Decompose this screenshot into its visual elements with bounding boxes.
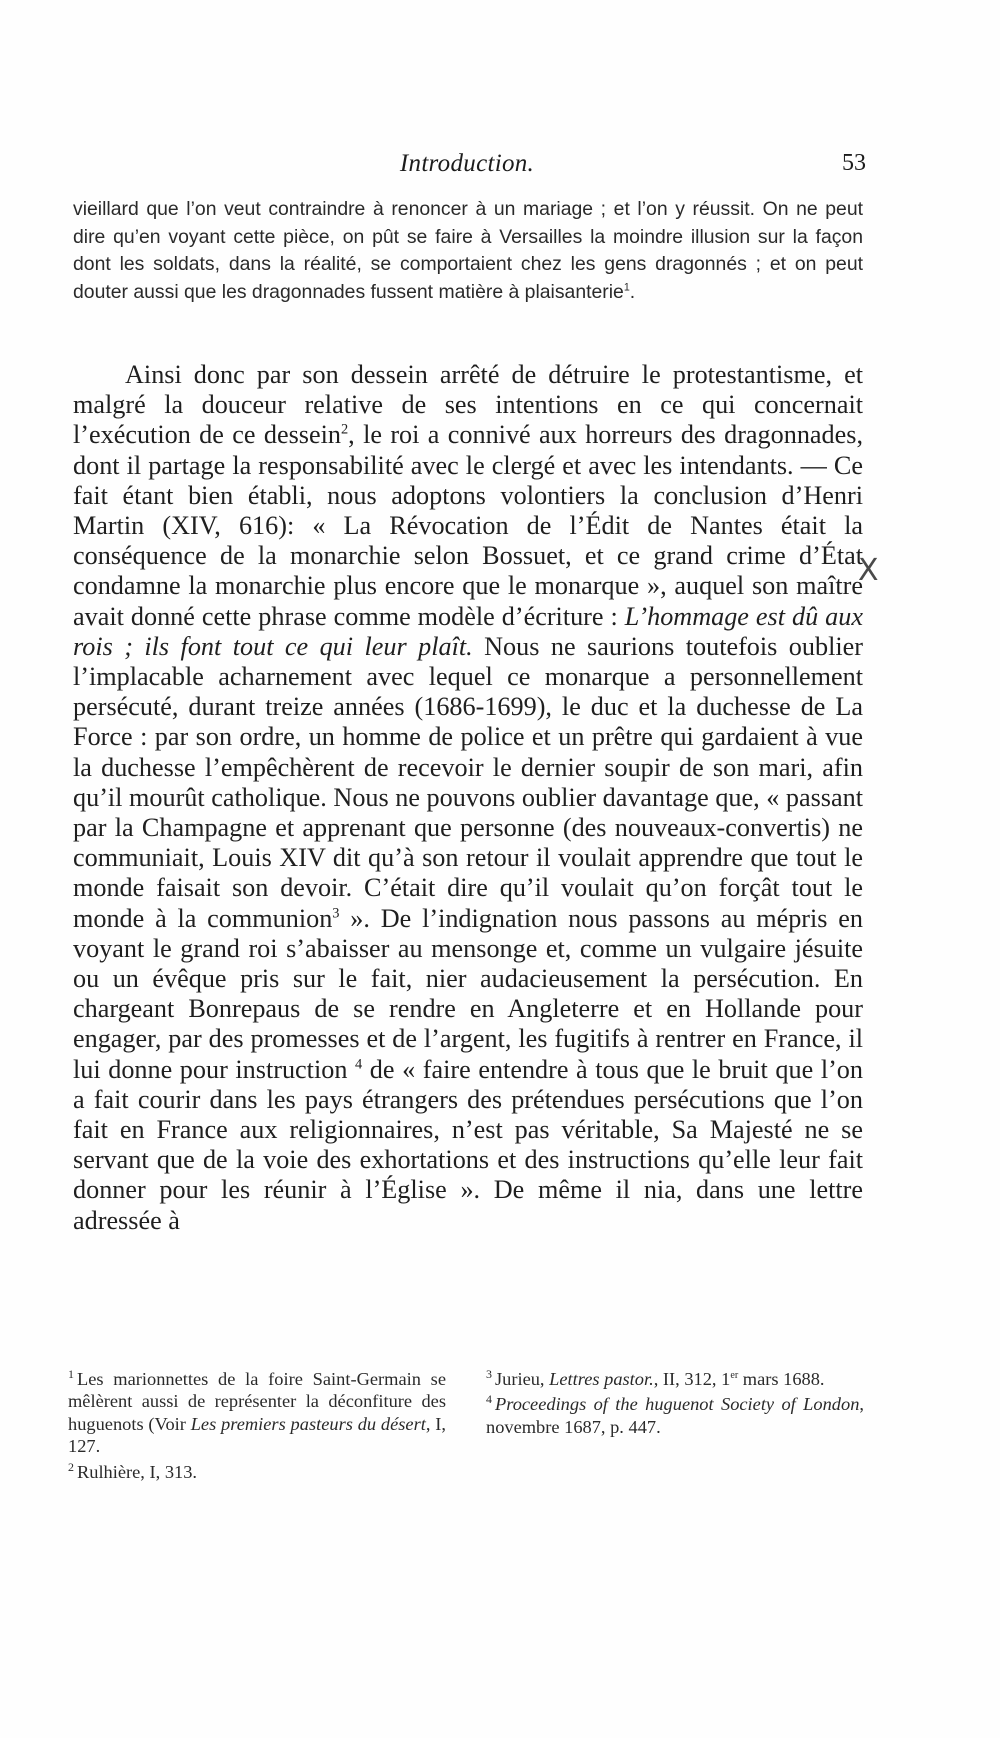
margin-annotation-mark: X [858,553,879,588]
italic-quotation: L’hommage est dû aux rois ; ils font tout ce qui leur plaît. [73,601,863,661]
footnote-3-text: , II, 312, 1 [653,1369,731,1389]
footnote-ref-2: 2 [340,421,349,438]
main-text-part-5: de « faire entendre à tous que le bruit que l’on a fait courir dans les pays étrangers des prétendues persécutions que l’on fait en France aux religionnaires, n’est pas véritable, Sa Majesté ne se servant que de la voie des exhortations et des instructions qu’elle leur fait donner pour les réunir à l’Église ». De même il nia, dans une lettre adressée à [73,1054,863,1235]
footnote-3-date: mars 1688. [738,1369,825,1389]
footnote-1-number: 1 [68,1366,74,1381]
main-text-part-3: Nous ne saurions toutefois oublier l’implacable acharnement avec lequel ce monarque a personnellement persécuté, durant treize années (1686-1699), le duc et la duchesse de La Force : par son ordre, un homme de police et un prêtre qui gardaient à vue la duchesse l’empêchèrent de recevoir le dernier soupir de son mari, afin qu’il mourût catholique. Nous ne pouvons oublier davantage que, « passant par la Champagne et apprenant que personne (des nouveaux-convertis) ne communiait, Louis XIV dit qu’à son retour il voulait apprendre que tout le monde faisait son devoir. C’était dire qu’il voulait qu’on forçât tout le monde à la communion [73,631,863,933]
footnote-2-text: Rulhière, I, 313. [76,1461,198,1482]
intro-paragraph-end: . [629,280,636,303]
footnote-1-text: Les marionnettes de la foire Saint-Germain se mêlèrent aussi de représenter la déconfiture des huguenots (Voir [68,1369,446,1434]
main-text-block [73,360,863,1236]
footnote-4-number: 4 [486,1392,492,1407]
footnote-1 [68,1368,446,1458]
footnote-1-title: Les premiers pasteurs du désert [190,1413,426,1434]
footnote-4 [486,1393,864,1438]
footnote-3-number: 3 [486,1366,492,1381]
footnote-ref-3: 3 [332,904,340,921]
footnotes [68,1368,864,1483]
footnote-ref-4: 4 [355,1055,363,1072]
footnote-3-author: Jurieu, [494,1369,550,1389]
footnote-2-number: 2 [68,1459,74,1474]
footnote-3 [486,1368,864,1390]
main-text-part-4: ». De l’indignation nous passons au mépris en voyant le grand roi s’abaisser au mensonge et, comme un vulgaire jésuite ou un évêque pris sur le fait, nier audacieusement la persécution. En chargeant Bonrepaus de se rendre en Angleterre et en Hollande pour engager, par des promesses et de l’argent, les fugitifs à rentrer en France, il lui donne pour instruction [73,903,863,1084]
footnote-1-tail: , I, 127. [68,1413,446,1457]
footnote-3-title: Lettres pastor. [549,1369,654,1389]
running-title: Introduction. [399,150,535,177]
intro-paragraph-block [73,196,863,306]
intro-paragraph [73,196,863,306]
intro-paragraph-text: vieillard que l’on veut contraindre à renoncer à un mariage ; et l’on y réussit. On ne peut dire qu’en voyant cette pièce, on pût se faire à Versailles la moindre illusion sur la façon dont les soldats, dans la réalité, se comportaient chez les gens dragonnés ; et on peut douter aussi que les dragonnades fussent matière à plaisanterie [73,198,863,303]
footnote-2 [68,1461,446,1483]
main-paragraph [73,360,863,1236]
footnote-ref-1: 1 [623,281,630,294]
footnote-3-ordinal: er [730,1369,739,1381]
footnotes-left-column [68,1368,446,1483]
running-head [72,150,866,190]
footnotes-right-column [486,1368,864,1483]
page-number: 53 [842,150,866,176]
main-text-part-2: , le roi a connivé aux horreurs des dragonnades, dont il partage la responsabilité avec le clergé et avec les intendants. — Ce fait étant bien établi, nous adoptons volontiers la conclusion d’Henri Martin (XIV, 616): « La Révocation de l’Édit de Nantes était la conséquence de la monarchie selon Bossuet, et ce grand crime d’État condamne la monarchie plus encore que le monarque », auquel son maître avait donné cette phrase comme modèle d’écriture : [73,420,863,631]
footnote-4-title: Proceedings of the huguenot Society of London [494,1394,860,1415]
footnote-4-text: , novembre 1687, p. 447. [486,1394,864,1437]
main-text-part-1: Ainsi donc par son dessein arrêté de détruire le protestantisme, et malgré la douceur relative de ses intentions en ce qui concernait l’exécution de ce dessein [73,360,863,450]
